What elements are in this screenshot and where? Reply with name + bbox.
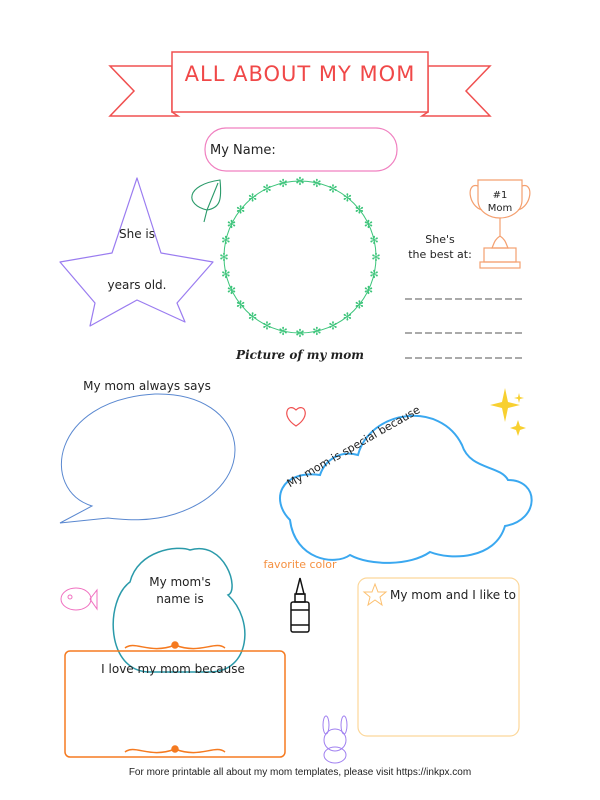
wreath-leaf: ✻ bbox=[354, 203, 365, 217]
bunny-icon bbox=[323, 716, 347, 763]
special-because-label: My mom is special because bbox=[284, 403, 423, 491]
wreath-leaf: ✻ bbox=[248, 191, 258, 205]
speech-bubble bbox=[60, 394, 235, 523]
star-text-1: She is bbox=[118, 227, 156, 241]
wreath-leaf: ✻ bbox=[342, 310, 352, 324]
wreath-leaf: ✻ bbox=[328, 319, 338, 333]
trophy-text-1: #1 bbox=[492, 190, 508, 201]
wreath-leaf: ✻ bbox=[295, 327, 305, 340]
wreath-leaf: ✻ bbox=[328, 182, 338, 196]
wreath-leaf: ✻ bbox=[226, 218, 237, 232]
wreath-leaf: ✻ bbox=[221, 234, 231, 248]
moms-name-2: name is bbox=[156, 592, 204, 606]
wreath-leaf: ✻ bbox=[262, 182, 272, 196]
always-says-label: My mom always says bbox=[83, 379, 211, 393]
love-because-label: I love my mom because bbox=[101, 662, 245, 676]
wreath-icon bbox=[219, 175, 380, 340]
wreath-leaf: ✻ bbox=[235, 203, 246, 217]
moms-name-1: My mom's bbox=[149, 575, 211, 589]
favorite-color-label: favorite color bbox=[263, 558, 337, 571]
glue-bottle-icon bbox=[291, 578, 309, 632]
wreath-leaf: ✻ bbox=[278, 325, 288, 339]
like-to-label: My mom and I like to bbox=[390, 588, 516, 602]
trophy-text-2: Mom bbox=[487, 203, 513, 214]
wreath-leaf: ✻ bbox=[226, 283, 237, 297]
fish-icon bbox=[61, 588, 97, 610]
wreath-leaf: ✻ bbox=[342, 191, 352, 205]
wreath-leaf: ✻ bbox=[363, 218, 374, 232]
wreath-leaf: ✻ bbox=[369, 267, 379, 281]
star-text-2: years old. bbox=[107, 278, 167, 292]
name-label: My Name: bbox=[210, 143, 276, 158]
leaf-icon bbox=[192, 180, 221, 222]
page-title: ALL ABOUT MY MOM bbox=[184, 62, 416, 86]
wreath-leaf: ✻ bbox=[363, 283, 374, 297]
wreath-leaf: ✻ bbox=[295, 175, 305, 188]
wreath-leaf: ✻ bbox=[221, 267, 231, 281]
wreath-leaf: ✻ bbox=[278, 176, 288, 190]
wreath-leaf: ✻ bbox=[371, 251, 381, 264]
star-icon bbox=[364, 584, 386, 605]
picture-caption: Picture of my mom bbox=[236, 348, 364, 362]
answer-lines bbox=[405, 299, 525, 358]
wreath-leaf: ✻ bbox=[354, 298, 365, 312]
wreath-leaf: ✻ bbox=[262, 319, 272, 333]
star-shape bbox=[60, 178, 213, 326]
wreath-leaf: ✻ bbox=[312, 325, 322, 339]
wreath-leaf: ✻ bbox=[219, 251, 229, 264]
best-at-1: She's bbox=[425, 233, 455, 246]
ornament-icon bbox=[125, 642, 225, 753]
sparkles-icon bbox=[490, 388, 526, 436]
wreath-leaf: ✻ bbox=[235, 298, 246, 312]
wreath-leaf: ✻ bbox=[248, 310, 258, 324]
name-cloud bbox=[113, 548, 245, 672]
special-cloud bbox=[280, 416, 532, 563]
footer-text: For more printable all about my mom templates, please visit https://inkpx.com bbox=[128, 767, 472, 778]
heart-icon bbox=[287, 408, 305, 426]
wreath-leaf: ✻ bbox=[369, 234, 379, 248]
wreath-leaf: ✻ bbox=[312, 176, 322, 190]
best-at-2: the best at: bbox=[408, 248, 472, 261]
